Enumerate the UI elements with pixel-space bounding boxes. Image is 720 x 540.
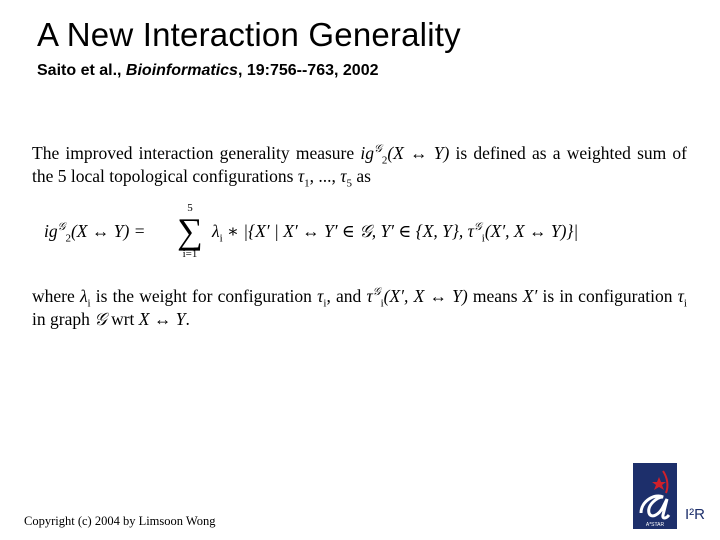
logo-org-text: A*STAR	[645, 522, 665, 528]
citation-authors: Saito et al.,	[37, 62, 126, 79]
tau-range: $\tau_1$, ..., $\tau_5$	[297, 166, 352, 190]
measure-symbol: $ig^𝒢_2(X$ ↔ Y)	[360, 142, 450, 167]
citation-details: , 19:756--763, 2002	[237, 62, 379, 79]
equation-lhs: $ig^𝒢_2(X$ ↔ Y) =	[44, 220, 146, 245]
equation-rhs: $\lambda_i$ ∗ |{X′ | X′ ↔ Y′ ∈ 𝒢, Y′ ∈ {X, Y}, $\tau^𝒢_i(X'$, X ↔ Y)}|	[212, 220, 579, 245]
intro-paragraph: The improved interaction generality measure $ig^𝒢_2(X$ ↔ Y) is defined as a weighted sum of the 5 local topological configurations $\tau_1$, ..., $\tau_5$ as	[32, 142, 688, 190]
citation-journal: Bioinformatics	[125, 62, 238, 79]
explanation-paragraph: where $\lambda_i$ is the weight for configuration $\tau_i$, and $\tau^𝒢_i(X'$, X ↔ Y) means X′ is in configuration $\tau_i$ in graph 𝒢 wrt X ↔ Y.	[32, 285, 687, 330]
astar-i2r-logo	[633, 463, 713, 529]
citation	[37, 62, 378, 80]
copyright-footer: Copyright (c) 2004 by Limsoon Wong	[24, 514, 216, 528]
summation-symbol: 5 ∑ i=1	[177, 202, 203, 260]
logo-name-text: I²R	[685, 506, 705, 523]
generality-equation	[44, 202, 684, 268]
slide-title: A New Interaction Generality	[37, 16, 461, 53]
